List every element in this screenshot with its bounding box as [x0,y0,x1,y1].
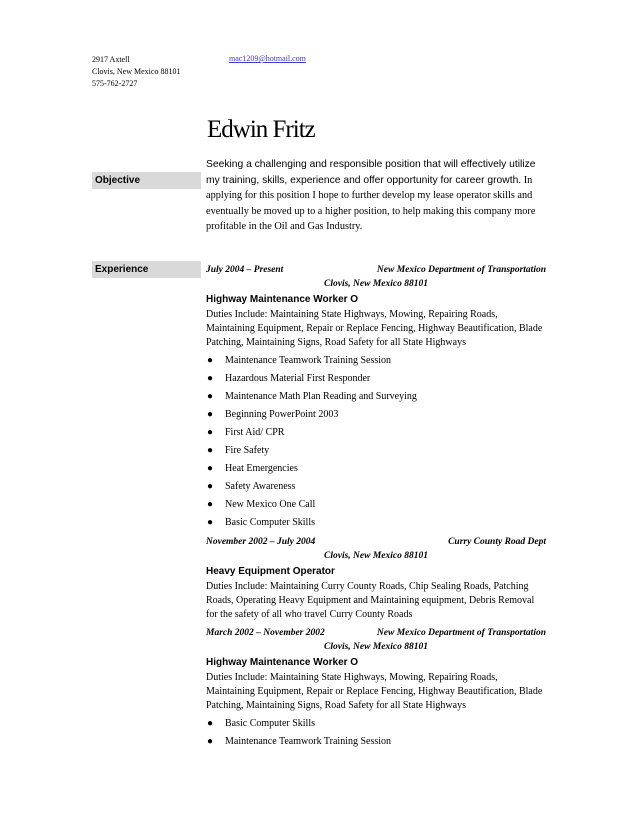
bullet-icon: ● [207,481,214,492]
bullet-icon: ● [207,517,214,528]
job-title: Highway Maintenance Worker O [206,294,359,305]
job-location: Clovis, New Mexico 88101 [324,279,428,289]
training-list [206,352,546,532]
job-employer: New Mexico Department of Transportation [376,265,546,275]
objective-text [206,157,546,235]
contact-address [92,54,180,90]
bullet-icon: ● [207,499,214,510]
job-title: Heavy Equipment Operator [206,566,335,577]
list-item: ● Heat Emergencies [206,460,546,478]
job-dates: November 2002 – July 2004 [206,537,316,547]
list-item: ● Basic Computer Skills [206,715,546,733]
list-item: ● First Aid/ CPR [206,424,546,442]
bullet-icon: ● [207,391,214,402]
bullet-icon: ● [207,463,214,474]
objective-label: Objective [92,172,201,189]
list-item: ● Beginning PowerPoint 2003 [206,406,546,424]
job-duties: Duties Include: Maintaining State Highways, Mowing, Repairing Roads, Maintaining Equipment, Repair or Replace Fencing, Highway Beautification, Blade Patching, Maintaining Signs, Road Safety for all State Highways [206,309,543,348]
job-duties: Duties Include: Maintaining State Highways, Mowing, Repairing Roads, Maintaining Equipment, Repair or Replace Fencing, Highway Beautification, Blade Patching, Maintaining Signs, Road Safety for all State Highways [206,672,543,711]
job-entry [206,263,546,532]
list-item: ● Safety Awareness [206,478,546,496]
job-employer: New Mexico Department of Transportation [376,628,546,638]
list-item: ● Basic Computer Skills [206,514,546,532]
bullet-icon: ● [207,445,214,456]
list-item: ● Maintenance Math Plan Reading and Surveying [206,388,546,406]
job-header [206,535,546,563]
objective-sentence-1: Seeking a challenging and responsible position that will effectively utilize my training, skills, experience and offer opportunity for career growth. [206,159,536,186]
experience-label: Experience [92,261,201,278]
job-location: Clovis, New Mexico 88101 [324,642,428,652]
list-item: ● New Mexico One Call [206,496,546,514]
city-state-zip: Clovis, New Mexico 88101 [92,67,181,76]
list-item: ● Maintenance Teamwork Training Session [206,352,546,370]
job-title: Highway Maintenance Worker O [206,657,359,668]
phone-number: 575-762-2727 [92,79,138,88]
job-duties: Duties Include: Maintaining Curry County Roads, Chip Sealing Roads, Patching Roads, Operating Heavy Equipment and Maintaining equipment, Debris Removal for the safety of all who travel Curry County Roads [206,581,535,620]
job-header [206,263,546,291]
list-item: ● Hazardous Material First Responder [206,370,546,388]
applicant-name: Edwin Fritz [207,116,315,143]
list-item: ● Fire Safety [206,442,546,460]
list-item: ● Maintenance Teamwork Training Session [206,733,546,751]
job-location: Clovis, New Mexico 88101 [324,551,428,561]
job-dates: March 2002 – November 2002 [206,628,325,638]
job-header [206,626,546,654]
bullet-icon: ● [207,718,214,729]
bullet-icon: ● [207,427,214,438]
bullet-icon: ● [207,373,214,384]
job-entry [206,626,546,751]
job-employer: Curry County Road Dept [448,537,546,547]
job-entry [206,535,546,622]
bullet-icon: ● [207,355,214,366]
bullet-icon: ● [207,736,214,747]
email-link[interactable]: mac1209@hotmail.com [229,54,306,63]
training-list [206,715,546,751]
street-address: 2917 Axtell [92,55,130,64]
objective-sentence-2: In applying for this position I hope to further develop my lease operator skills and eventually be moved up to a higher position, to help making this company more profitable in the Oil and Gas Industry. [206,174,536,232]
bullet-icon: ● [207,409,214,420]
job-dates: July 2004 – Present [206,265,284,275]
